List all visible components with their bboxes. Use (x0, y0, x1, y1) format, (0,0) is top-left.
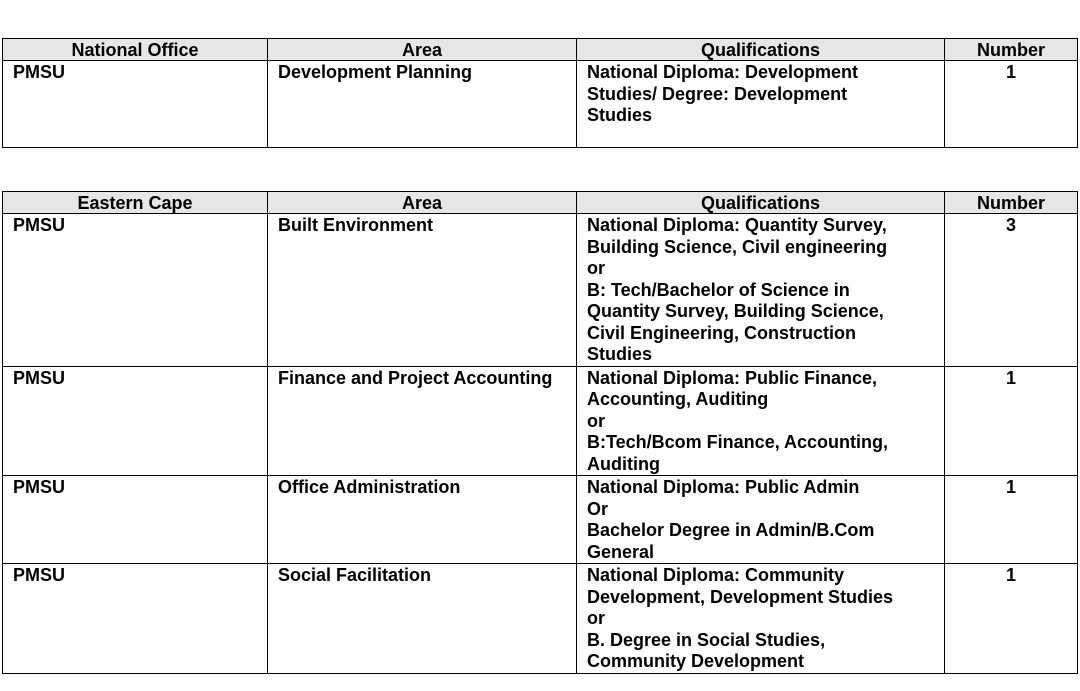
qualification-line: Development, Development Studies (587, 586, 894, 607)
number-cell: 3 (945, 214, 1078, 367)
qualification-line: Studies/ Degree: Development (587, 83, 848, 104)
table-header-row (3, 192, 1078, 214)
header-qualifications: Qualifications (577, 192, 945, 214)
unit-cell: PMSU (3, 61, 268, 148)
header-qualifications: Qualifications (577, 39, 945, 61)
table-header-row (3, 39, 1078, 61)
qualifications-cell (577, 214, 945, 367)
qualification-line: National Diploma: Quantity Survey, (587, 215, 887, 235)
qualifications-cell (577, 476, 945, 564)
qualification-line: Building Science, Civil engineering (587, 236, 888, 257)
qualification-line: Auditing (587, 453, 660, 474)
qualification-line: Community Development (587, 651, 805, 671)
qualification-line: Accounting, Auditing (587, 389, 769, 409)
qualification-line: National Diploma: Development (587, 62, 859, 82)
eastern-cape-table (2, 191, 1078, 674)
qualification-line: or (587, 258, 605, 278)
qualification-line: B: Tech/Bachelor of Science in (587, 279, 850, 300)
qualification-line: Studies (587, 105, 653, 125)
number-cell: 1 (945, 366, 1078, 476)
header-number: Number (945, 39, 1078, 61)
table-row (3, 564, 1078, 674)
table-row (3, 214, 1078, 367)
qualifications-cell (577, 61, 945, 148)
area-cell: Development Planning (268, 61, 577, 148)
header-area: Area (268, 39, 577, 61)
unit-cell: PMSU (3, 564, 268, 674)
unit-cell: PMSU (3, 214, 268, 367)
header-number: Number (945, 192, 1078, 214)
area-cell: Finance and Project Accounting (268, 366, 577, 476)
qualification-line: Quantity Survey, Building Science, (587, 301, 884, 321)
qualification-line: B. Degree in Social Studies, (587, 629, 826, 650)
table-row (3, 61, 1078, 148)
qualification-line: National Diploma: Public Admin (587, 477, 860, 497)
qualification-line: Bachelor Degree in Admin/B.Com (587, 520, 875, 540)
header-region: National Office (3, 39, 268, 61)
area-cell: Social Facilitation (268, 564, 577, 674)
number-cell: 1 (945, 564, 1078, 674)
qualification-line: National Diploma: Public Finance, (587, 367, 878, 388)
header-region: Eastern Cape (3, 192, 268, 214)
number-cell: 1 (945, 61, 1078, 148)
qualification-line: Or (587, 498, 609, 519)
table-row (3, 476, 1078, 564)
national-office-table (2, 38, 1078, 148)
qualification-line: General (587, 541, 655, 562)
qualification-line: or (587, 608, 605, 628)
number-cell: 1 (945, 476, 1078, 564)
area-cell: Built Environment (268, 214, 577, 367)
table-row (3, 366, 1078, 476)
qualification-line: Studies (587, 344, 653, 364)
qualification-line: National Diploma: Community (587, 565, 845, 585)
qualifications-cell (577, 564, 945, 674)
unit-cell: PMSU (3, 366, 268, 476)
unit-cell: PMSU (3, 476, 268, 564)
area-cell: Office Administration (268, 476, 577, 564)
qualification-line: B:Tech/Bcom Finance, Accounting, (587, 432, 889, 452)
qualification-line: or (587, 410, 605, 431)
qualification-line: Civil Engineering, Construction (587, 322, 857, 343)
header-area: Area (268, 192, 577, 214)
qualifications-cell (577, 366, 945, 476)
